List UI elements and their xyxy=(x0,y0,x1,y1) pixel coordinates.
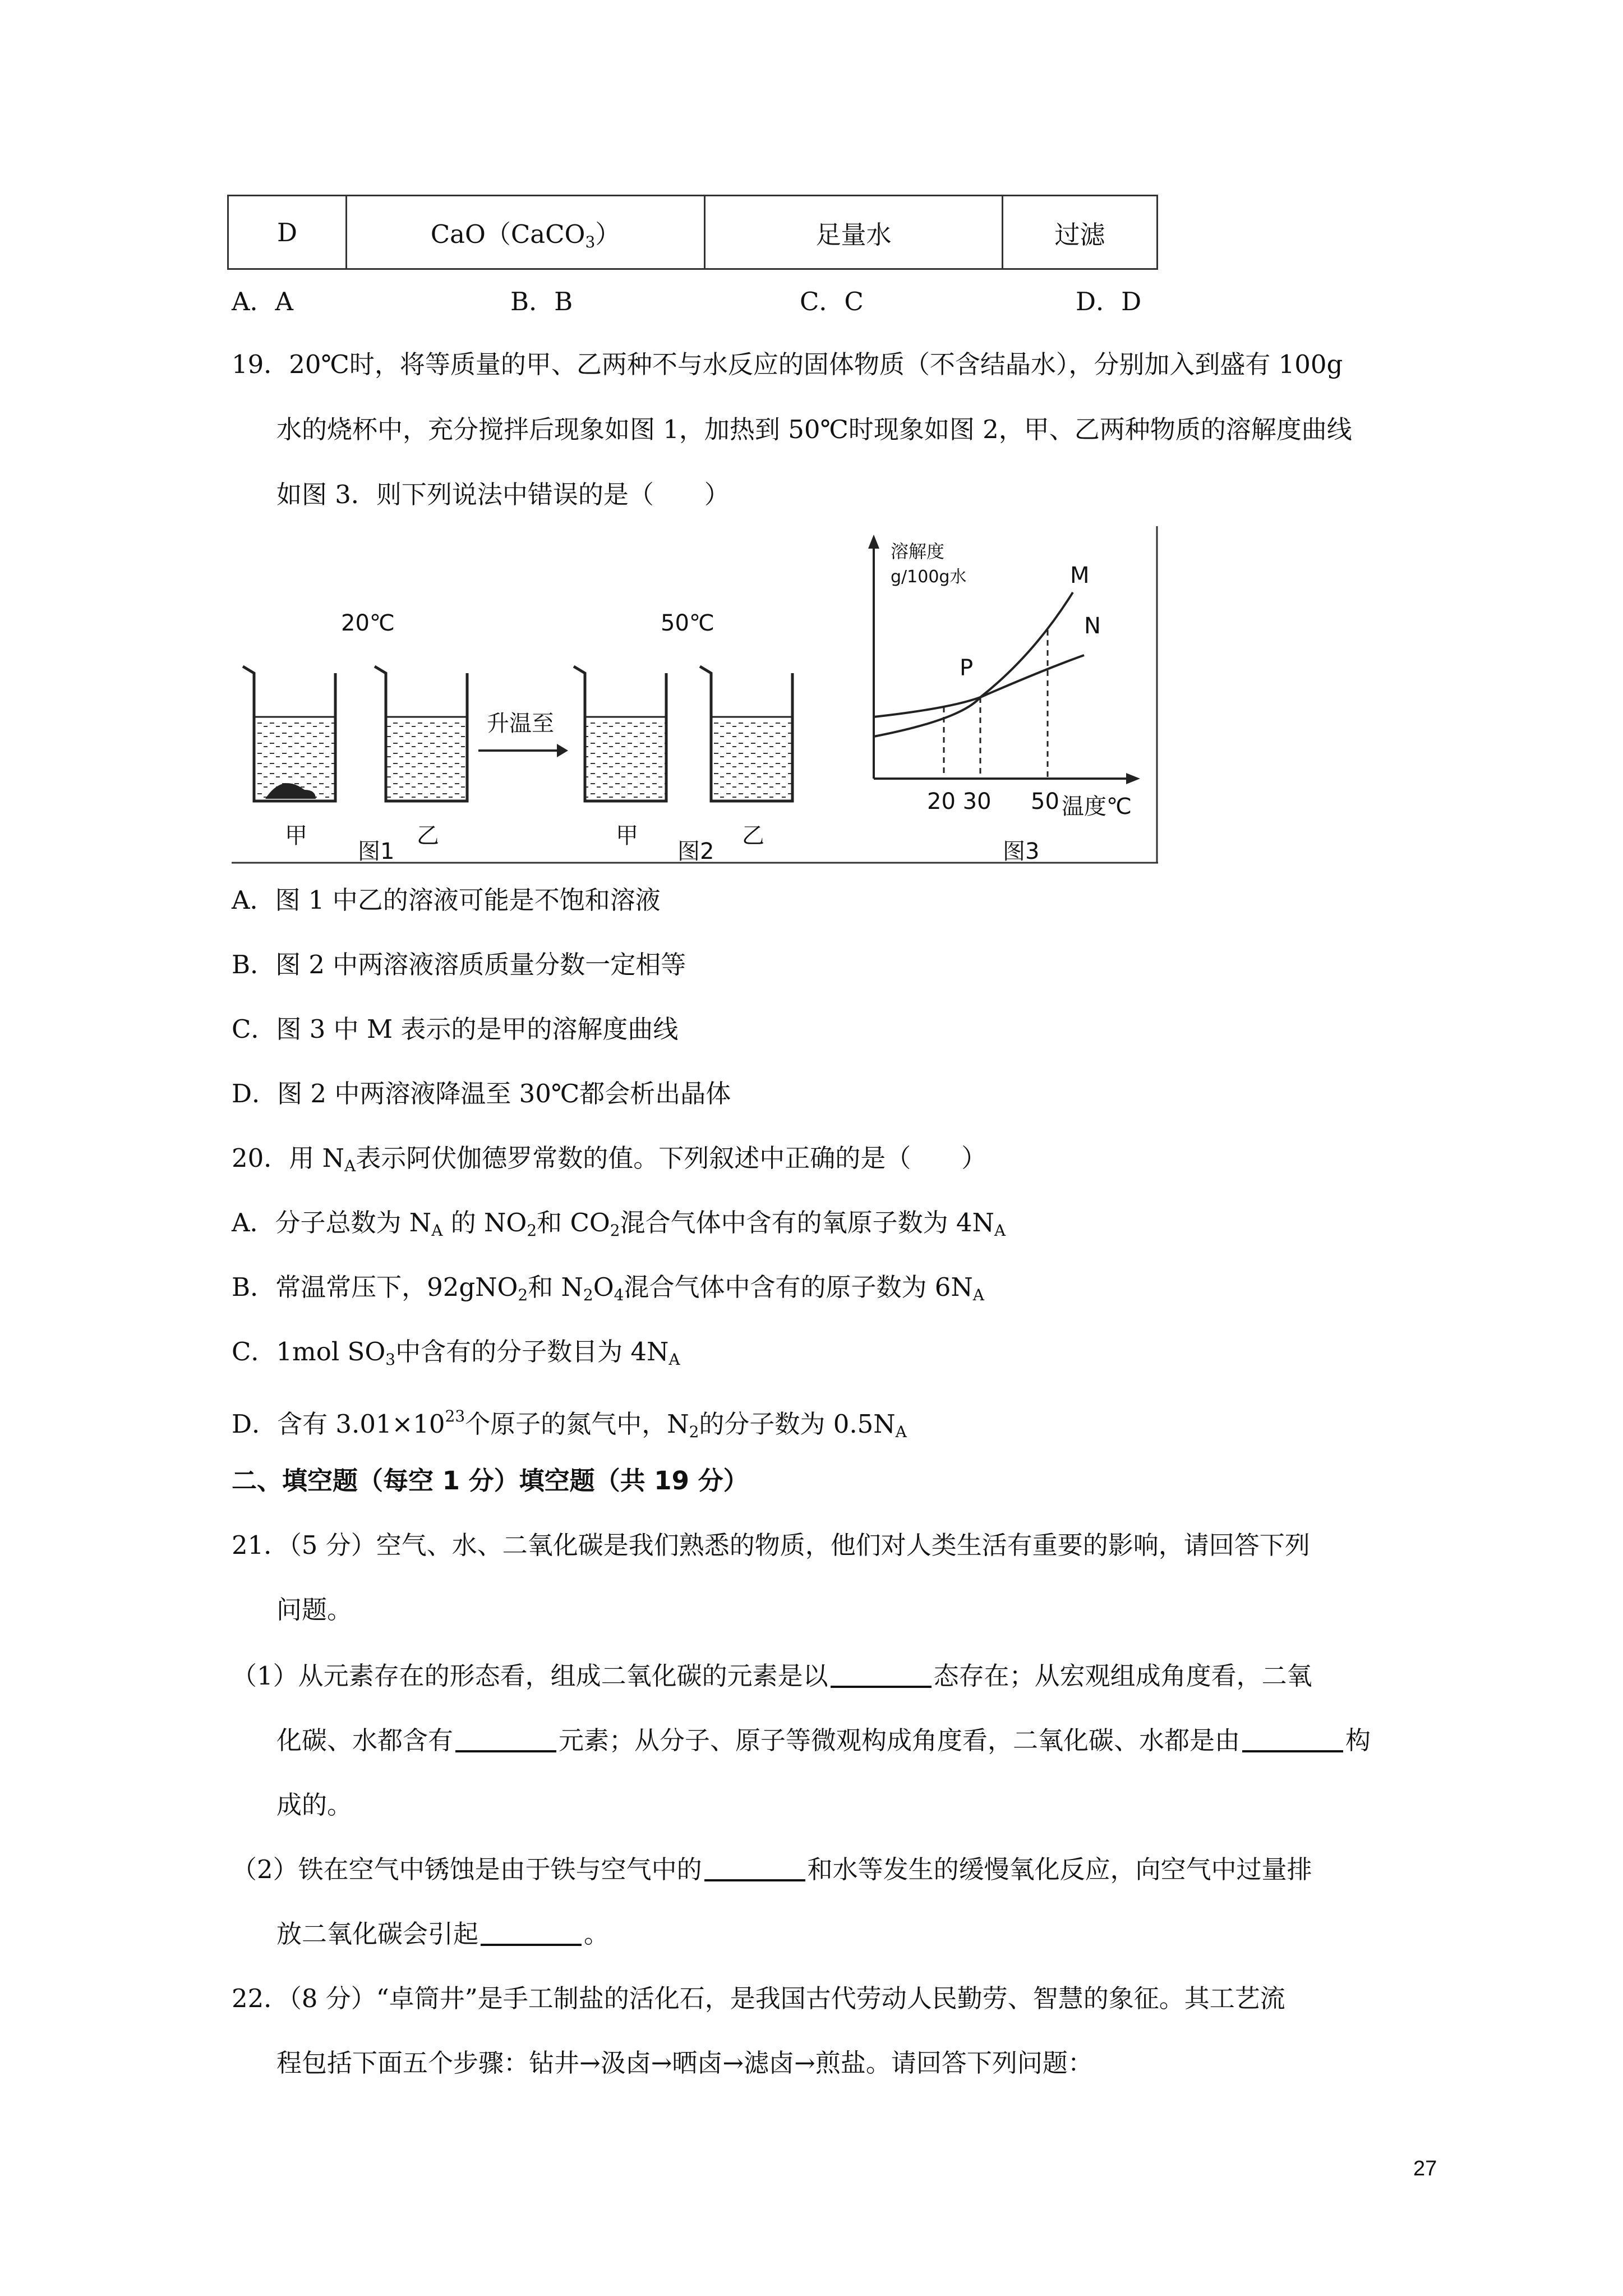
q18-option-d: D．D xyxy=(1076,287,1142,316)
q21-part1-line2: 化碳、水都含有 元素；从分子、原子等微观构成角度看，二氧化碳、水都是由 构 xyxy=(276,1726,1371,1755)
answer-blank[interactable] xyxy=(455,1726,556,1752)
answer-blank[interactable] xyxy=(831,1661,932,1688)
curve-n xyxy=(874,655,1084,717)
table-row xyxy=(228,196,1158,269)
q19-option-a: A．图 1 中乙的溶液可能是不饱和溶液 xyxy=(232,885,661,915)
q22-stem-line1: 22．（8 分）“卓筒井”是手工制盐的活化石，是我国古代劳动人民勤劳、智慧的象征。其工艺流 xyxy=(232,1984,1285,2013)
fig2-label: 图2 xyxy=(677,839,714,864)
arrow-label: 升温至 xyxy=(487,711,554,737)
figure-svg xyxy=(232,526,1159,864)
q20-option-b: B．常温常压下，92gNO$_2$和 $N_2O_4$混合气体中含有的原子数为 $6N_A$ xyxy=(232,1272,985,1304)
q20-option-c: C．1mol $SO_3$中含有的分子数目为 $4N_A$ xyxy=(232,1337,680,1369)
q19-option-b: B．图 2 中两溶液溶质质量分数一定相等 xyxy=(232,950,686,979)
curve-m xyxy=(874,592,1073,737)
q21-part1-line1: （1）从元素存在的形态看，组成二氧化碳的元素是以 态存在；从宏观组成角度看，二氧 xyxy=(232,1661,1312,1691)
section-heading: 二、填空题（每空 1 分）填空题（共 19 分） xyxy=(232,1466,749,1496)
q20-option-d: D．含有 $3.01\times 10^{23}$个原子的氮气中，$N_2$的分子数为 $0.5N_A$ xyxy=(232,1407,907,1441)
y-axis-label-2: g/100g水 xyxy=(891,567,967,587)
q18-option-b: B．B xyxy=(510,287,573,316)
answer-blank[interactable] xyxy=(481,1919,582,1946)
answer-blank[interactable] xyxy=(704,1855,805,1881)
fig1-label: 图1 xyxy=(358,839,395,864)
beaker-label-jia-1: 甲 xyxy=(285,823,307,849)
heating-arrow xyxy=(478,744,568,757)
curve-m-label: M xyxy=(1070,563,1090,588)
table-cell: 足量水 xyxy=(705,196,1003,269)
temp-label-50: 50℃ xyxy=(661,610,714,636)
q22-stem-line2: 程包括下面五个步骤：钻井→汲卤→晒卤→滤卤→煎盐。请回答下列问题： xyxy=(276,2048,1093,2078)
beaker-label-yi-1: 乙 xyxy=(417,823,439,849)
temp-label-20: 20℃ xyxy=(341,610,395,636)
q21-stem-line2: 问题。 xyxy=(276,1595,353,1625)
q21-part1-line3: 成的。 xyxy=(276,1790,353,1820)
table-cell: CaO（CaCO$_3$） xyxy=(347,196,705,269)
answer-blank[interactable] xyxy=(1242,1726,1343,1752)
table-cell: 过滤 xyxy=(1003,196,1158,269)
q20-stem: 20．用 $N_A$表示阿伏伽德罗常数的值。下列叙述中正确的是（ ） xyxy=(232,1143,987,1175)
q18-option-a: A．A xyxy=(232,287,293,316)
x-axis-label: 温度℃ xyxy=(1062,794,1132,820)
q19-stem-line2: 水的烧杯中，充分搅拌后现象如图 1，加热到 50℃时现象如图 2，甲、乙两种物质的溶解度曲线 xyxy=(276,415,1352,444)
beaker-label-yi-2: 乙 xyxy=(742,823,764,849)
point-p-label: P xyxy=(960,655,974,681)
beaker-yi-2 xyxy=(700,666,792,801)
q19-figure xyxy=(232,526,1159,864)
fig3-label: 图3 xyxy=(1003,839,1040,864)
beaker-label-jia-2: 甲 xyxy=(616,823,638,849)
beaker-yi-1 xyxy=(375,666,467,801)
q18-option-c: C．C xyxy=(800,287,864,316)
curve-n-label: N xyxy=(1084,613,1101,639)
page-number: 27 xyxy=(1413,2157,1437,2180)
q21-stem-line1: 21．（5 分）空气、水、二氧化碳是我们熟悉的物质，他们对人类生活有重要的影响，请回答下列 xyxy=(232,1530,1310,1560)
beaker-jia-2 xyxy=(574,666,666,801)
y-axis-label-1: 溶解度 xyxy=(891,541,945,562)
q21-part2-line1: （2）铁在空气中锈蚀是由于铁与空气中的 和水等发生的缓慢氧化反应，向空气中过量排 xyxy=(232,1855,1312,1884)
x-tick-labels: 20 30 xyxy=(927,789,992,815)
table-cell: D xyxy=(228,196,347,269)
q19-stem-line3: 如图 3．则下列说法中错误的是（ ） xyxy=(276,480,730,509)
q19-option-c: C．图 3 中 M 表示的是甲的溶解度曲线 xyxy=(232,1014,679,1044)
option-table xyxy=(227,195,1158,270)
q20-option-a: A．分子总数为 $N_A$ 的 $NO_2$和 $CO_2$混合气体中含有的氧原子数为 $4N_A$ xyxy=(232,1208,1006,1240)
q21-part2-line2: 放二氧化碳会引起 。 xyxy=(276,1919,610,1949)
q19-stem-line1: 19．20℃时，将等质量的甲、乙两种不与水反应的固体物质（不含结晶水），分别加入到盛有 100g xyxy=(232,349,1343,379)
beaker-jia-1 xyxy=(243,666,335,801)
x-tick-50: 50 xyxy=(1031,789,1059,815)
q19-option-d: D．图 2 中两溶液降温至 30℃都会析出晶体 xyxy=(232,1079,731,1108)
